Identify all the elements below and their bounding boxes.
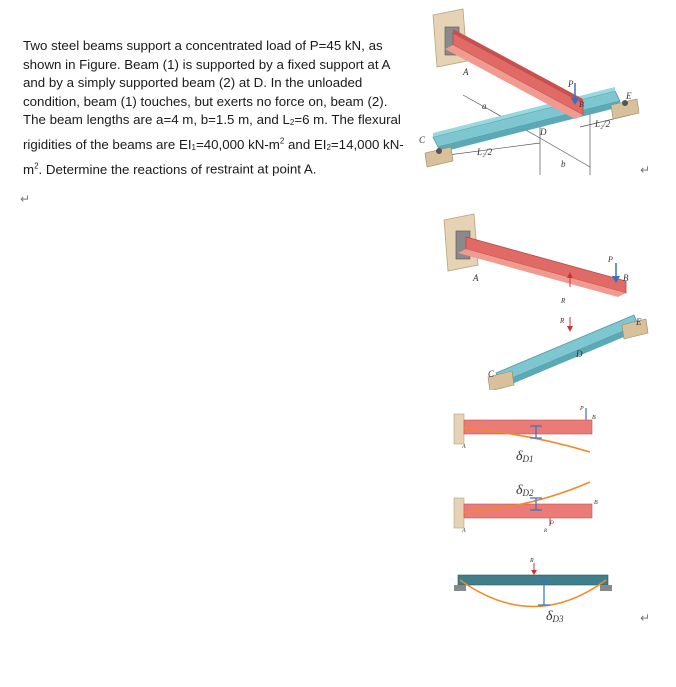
problem-line-7: $kN-m^2$ and $EI_2=14,000$ $kN-m^2$. Determine the reactions of [23, 136, 404, 177]
beam-1 [464, 420, 592, 434]
label-a: A [462, 528, 466, 534]
label-a: A [462, 444, 466, 450]
label-b: B [579, 100, 584, 109]
label-p: P [580, 406, 584, 412]
problem-line-1: Two steel beams support a concentrated load of P=45 kN, [23, 38, 365, 53]
label-delta-d1: δD1 [516, 449, 534, 464]
label-r: R [530, 558, 534, 564]
return-mark: ↵ [20, 192, 31, 206]
figure-beam-assembly [415, 5, 645, 185]
label-r: R [544, 529, 548, 534]
label-r: R [561, 297, 566, 305]
label-b: B [623, 273, 629, 283]
figure-free-body [430, 205, 650, 390]
figure-deflection-d3 [450, 555, 615, 630]
label-d: D [576, 349, 583, 359]
label-p: P [608, 255, 613, 264]
label-a: A [463, 67, 469, 77]
label-b: B [594, 500, 598, 506]
beam-2 [496, 315, 638, 389]
figure-deflection-d1 [450, 402, 610, 470]
problem-line-5: on, beam (2). The beam lengths are a=4 m, b=1.5 m, and [23, 93, 388, 127]
problem-line-4: unloaded condition, beam (1) touches, but exerts no force [23, 75, 363, 109]
support-c [425, 147, 453, 167]
problem-line-2: as shown in Figure. Beam (1) is supported by a fixed [23, 38, 383, 72]
return-mark: ↵ [640, 611, 651, 625]
label-e: E [626, 91, 632, 101]
label-c: C [488, 369, 495, 379]
beam-2 [458, 575, 608, 585]
label-l2-half-right: L₂/2 [595, 119, 611, 129]
support-right [600, 585, 612, 591]
label-p: P [568, 79, 574, 89]
support-left [454, 585, 466, 591]
label-d: D [540, 127, 547, 137]
fixed-wall [454, 498, 464, 528]
beam-2 [433, 87, 620, 153]
label-c: C [419, 135, 426, 145]
reaction-r-lower [567, 317, 573, 332]
label-dim-a: a [482, 101, 487, 111]
label-dim-b: b [561, 159, 566, 169]
problem-statement [23, 37, 408, 179]
label-r: R [560, 317, 565, 325]
label-b: B [592, 415, 596, 421]
label-d: D [550, 521, 554, 526]
figure-deflection-d2 [450, 472, 610, 540]
fixed-wall [454, 414, 464, 444]
problem-line-3: support at A and by a simply supported beam (2) at D. In the [23, 56, 390, 90]
label-a: A [473, 273, 479, 283]
return-mark: ↵ [640, 163, 651, 177]
beam-1 [458, 237, 626, 297]
label-delta-d3: δD3 [546, 609, 564, 624]
problem-line-6: $L_2=6$ m. The flexural rigidities of the beams are $EI_1=40,000$ [23, 112, 401, 152]
label-l2-half-left: L₂/2 [477, 147, 493, 157]
label-delta-d2: δD2 [516, 483, 534, 498]
problem-line-8: restraint at point A. [205, 161, 317, 177]
label-e: E [636, 317, 642, 327]
